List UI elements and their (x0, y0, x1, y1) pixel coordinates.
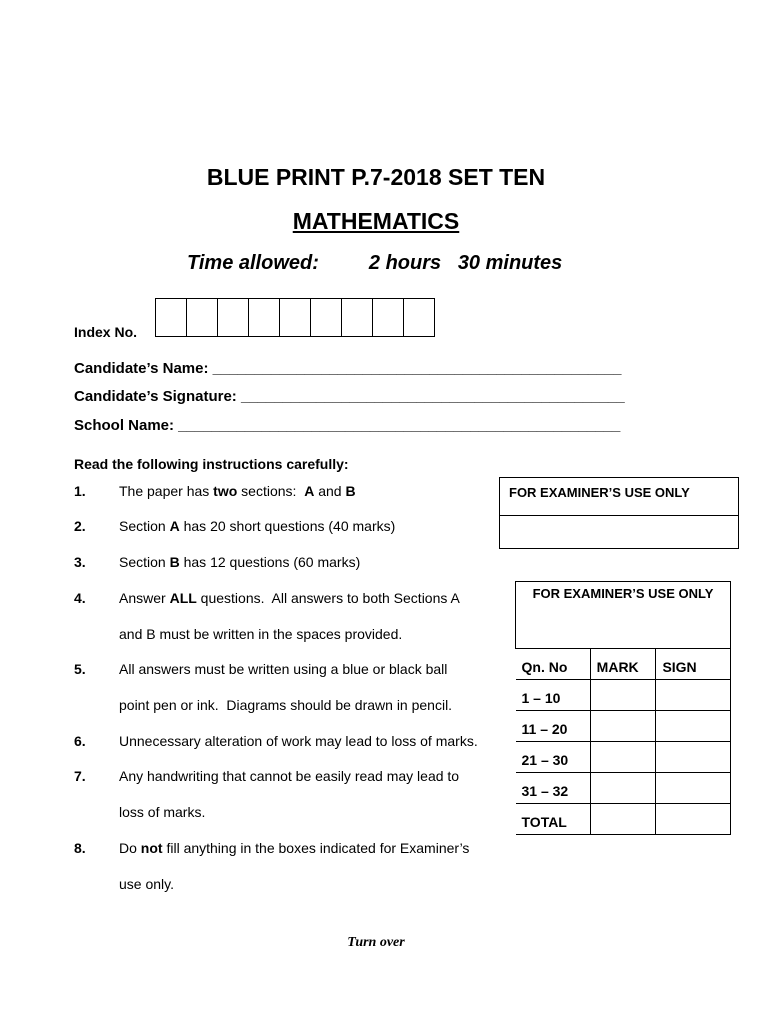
instruction-text: The paper has two sections: A and B (119, 483, 356, 499)
index-digit-box[interactable] (248, 298, 280, 337)
sign-cell (656, 742, 731, 773)
question-range: 11 – 20 (516, 711, 591, 742)
question-range: 21 – 30 (516, 742, 591, 773)
instruction-text: Do not fill anything in the boxes indicated for Examiner’s (119, 840, 470, 856)
instruction-number: 1. (74, 483, 86, 499)
subject-title: MATHEMATICS (292, 208, 460, 234)
instruction-text: Answer ALL questions. All answers to both Sections A (119, 590, 460, 606)
instruction-text: Section A has 20 short questions (40 marks) (119, 518, 396, 534)
sign-cell (656, 804, 731, 835)
instruction-text: loss of marks. (119, 804, 206, 820)
instruction-number: 5. (74, 661, 86, 677)
index-digit-box[interactable] (310, 298, 342, 337)
index-digit-box[interactable] (279, 298, 311, 337)
mark-cell (590, 711, 656, 742)
school-name-field[interactable]: School Name: _____________________________________________________ (74, 417, 621, 434)
instruction-text: Any handwriting that cannot be easily read may lead to (119, 768, 460, 784)
sign-cell (656, 680, 731, 711)
instructions-heading: Read the following instructions carefully: (74, 456, 349, 472)
total-label: TOTAL (516, 804, 591, 835)
examiner-use-box-label: FOR EXAMINER’S USE ONLY (500, 478, 738, 516)
paper-title: BLUE PRINT P.7-2018 SET TEN (206, 164, 546, 190)
column-header-sign: SIGN (656, 649, 731, 680)
sign-cell (656, 773, 731, 804)
index-number-label: Index No. (74, 324, 138, 340)
instruction-text: and B must be written in the spaces provided. (119, 626, 403, 642)
index-digit-box[interactable] (155, 298, 187, 337)
instruction-text: use only. (119, 876, 174, 892)
instruction-number: 3. (74, 554, 86, 570)
instruction-number: 7. (74, 768, 86, 784)
table-row (516, 742, 731, 773)
index-digit-box[interactable] (341, 298, 373, 337)
question-range: 1 – 10 (516, 680, 591, 711)
mark-cell (590, 742, 656, 773)
mark-cell (590, 804, 656, 835)
table-row (516, 773, 731, 804)
instruction-number: 2. (74, 518, 86, 534)
time-value: 2 hours 30 minutes (368, 252, 563, 274)
instruction-number: 6. (74, 733, 86, 749)
mark-cell (590, 680, 656, 711)
instruction-number: 8. (74, 840, 86, 856)
table-row (516, 680, 731, 711)
instruction-text: point pen or ink. Diagrams should be drawn in pencil. (119, 697, 453, 713)
column-header-mark: MARK (590, 649, 656, 680)
sign-cell (656, 711, 731, 742)
instruction-text: Section B has 12 questions (60 marks) (119, 554, 361, 570)
question-range: 31 – 32 (516, 773, 591, 804)
candidate-name-field[interactable]: Candidate’s Name: _________________________________________________ (74, 360, 622, 377)
index-digit-box[interactable] (186, 298, 218, 337)
instruction-text: All answers must be written using a blue or black ball (119, 661, 448, 677)
time-allowed (187, 252, 562, 275)
candidate-signature-field[interactable]: Candidate’s Signature: ______________________________________________ (74, 388, 625, 405)
instruction-text: Unnecessary alteration of work may lead to loss of marks. (119, 733, 478, 749)
index-digit-box[interactable] (403, 298, 435, 337)
instruction-number: 4. (74, 590, 86, 606)
column-header-question: Qn. No (516, 649, 591, 680)
examiner-marks-table (515, 581, 731, 835)
index-digit-box[interactable] (217, 298, 249, 337)
examiner-use-box (499, 477, 739, 549)
turn-over-note: Turn over (347, 935, 405, 950)
index-number-boxes[interactable] (155, 298, 435, 337)
table-row (516, 804, 731, 835)
time-label: Time allowed: (187, 252, 319, 274)
table-row (516, 711, 731, 742)
examiner-table-title: FOR EXAMINER’S USE ONLY (516, 582, 731, 649)
mark-cell (590, 773, 656, 804)
index-digit-box[interactable] (372, 298, 404, 337)
